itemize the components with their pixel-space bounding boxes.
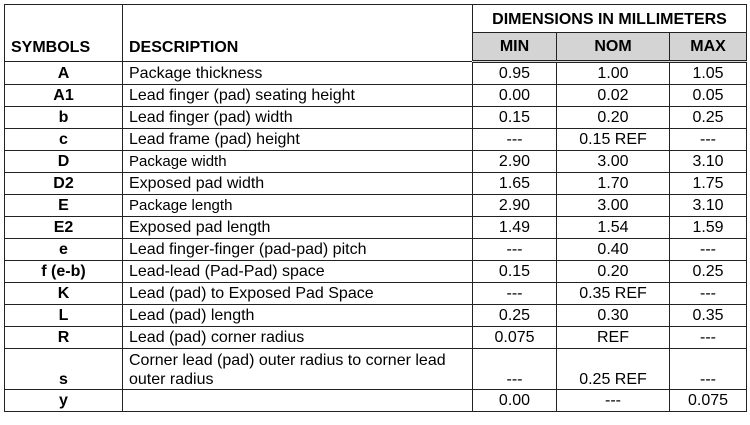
- table-row: [5, 151, 747, 173]
- symbol-cell: L: [5, 305, 123, 327]
- nom-cell: 1.70: [557, 173, 670, 195]
- max-cell: 0.25: [670, 261, 747, 283]
- header-max: MAX: [670, 33, 747, 62]
- description-cell: Package length: [123, 195, 473, 217]
- table-row: [5, 283, 747, 305]
- table-row: [5, 349, 747, 390]
- nom-cell: 3.00: [557, 151, 670, 173]
- nom-cell: 0.15 REF: [557, 129, 670, 151]
- nom-cell: 0.30: [557, 305, 670, 327]
- table-row: [5, 305, 747, 327]
- table-row: [5, 217, 747, 239]
- description-cell: Lead (pad) length: [123, 305, 473, 327]
- max-cell: 1.05: [670, 62, 747, 85]
- max-cell: 1.75: [670, 173, 747, 195]
- nom-cell: REF: [557, 327, 670, 349]
- nom-cell: 1.54: [557, 217, 670, 239]
- description-cell: Lead finger (pad) width: [123, 107, 473, 129]
- min-cell: ---: [473, 239, 557, 261]
- description-cell: Lead frame (pad) height: [123, 129, 473, 151]
- symbol-cell: y: [5, 390, 123, 412]
- min-cell: ---: [473, 129, 557, 151]
- max-cell: 1.59: [670, 217, 747, 239]
- min-cell: 0.15: [473, 261, 557, 283]
- nom-cell: 0.40: [557, 239, 670, 261]
- table-row: [5, 239, 747, 261]
- max-cell: ---: [670, 129, 747, 151]
- header-symbols: SYMBOLS: [5, 5, 123, 62]
- max-cell: ---: [670, 283, 747, 305]
- symbol-cell: c: [5, 129, 123, 151]
- nom-cell: ---: [557, 390, 670, 412]
- nom-cell: 1.00: [557, 62, 670, 85]
- max-cell: 3.10: [670, 151, 747, 173]
- symbol-cell: E: [5, 195, 123, 217]
- description-cell: Package thickness: [123, 62, 473, 85]
- table-row: [5, 195, 747, 217]
- table-row: [5, 261, 747, 283]
- nom-cell: 0.35 REF: [557, 283, 670, 305]
- max-cell: ---: [670, 349, 747, 390]
- min-cell: 0.00: [473, 390, 557, 412]
- nom-cell: 3.00: [557, 195, 670, 217]
- max-cell: 3.10: [670, 195, 747, 217]
- min-cell: 2.90: [473, 151, 557, 173]
- description-cell: Lead finger (pad) seating height: [123, 85, 473, 107]
- min-cell: 0.075: [473, 327, 557, 349]
- min-cell: ---: [473, 283, 557, 305]
- header-description: DESCRIPTION: [123, 5, 473, 62]
- table-row: [5, 327, 747, 349]
- symbol-cell: R: [5, 327, 123, 349]
- max-cell: 0.075: [670, 390, 747, 412]
- min-cell: 0.00: [473, 85, 557, 107]
- max-cell: 0.35: [670, 305, 747, 327]
- description-cell: [123, 390, 473, 412]
- description-cell: Lead (pad) corner radius: [123, 327, 473, 349]
- min-cell: 0.15: [473, 107, 557, 129]
- nom-cell: 0.25 REF: [557, 349, 670, 390]
- description-cell: Package width: [123, 151, 473, 173]
- max-cell: ---: [670, 239, 747, 261]
- description-cell: Lead-lead (Pad-Pad) space: [123, 261, 473, 283]
- min-cell: 2.90: [473, 195, 557, 217]
- table-row: [5, 390, 747, 412]
- table-row: [5, 107, 747, 129]
- nom-cell: 0.02: [557, 85, 670, 107]
- min-cell: 1.49: [473, 217, 557, 239]
- symbol-cell: b: [5, 107, 123, 129]
- nom-cell: 0.20: [557, 107, 670, 129]
- table-row: [5, 62, 747, 85]
- table-row: [5, 129, 747, 151]
- symbol-cell: e: [5, 239, 123, 261]
- description-cell: Lead finger-finger (pad-pad) pitch: [123, 239, 473, 261]
- symbol-cell: E2: [5, 217, 123, 239]
- max-cell: 0.05: [670, 85, 747, 107]
- max-cell: 0.25: [670, 107, 747, 129]
- nom-cell: 0.20: [557, 261, 670, 283]
- symbol-cell: D: [5, 151, 123, 173]
- min-cell: 0.25: [473, 305, 557, 327]
- symbol-cell: A: [5, 62, 123, 85]
- min-cell: ---: [473, 349, 557, 390]
- header-nom: NOM: [557, 33, 670, 62]
- description-cell: Lead (pad) to Exposed Pad Space: [123, 283, 473, 305]
- description-cell: Exposed pad width: [123, 173, 473, 195]
- symbol-cell: f (e-b): [5, 261, 123, 283]
- table-row: [5, 173, 747, 195]
- table-body: [5, 62, 747, 412]
- min-cell: 1.65: [473, 173, 557, 195]
- header-min: MIN: [473, 33, 557, 62]
- dimensions-table: [4, 4, 747, 412]
- min-cell: 0.95: [473, 62, 557, 85]
- header-dimensions: DIMENSIONS IN MILLIMETERS: [473, 5, 747, 33]
- description-cell: Exposed pad length: [123, 217, 473, 239]
- symbol-cell: A1: [5, 85, 123, 107]
- table-row: [5, 85, 747, 107]
- description-cell: Corner lead (pad) outer radius to corner lead outer radius: [123, 349, 473, 390]
- symbol-cell: D2: [5, 173, 123, 195]
- max-cell: ---: [670, 327, 747, 349]
- symbol-cell: s: [5, 349, 123, 390]
- symbol-cell: K: [5, 283, 123, 305]
